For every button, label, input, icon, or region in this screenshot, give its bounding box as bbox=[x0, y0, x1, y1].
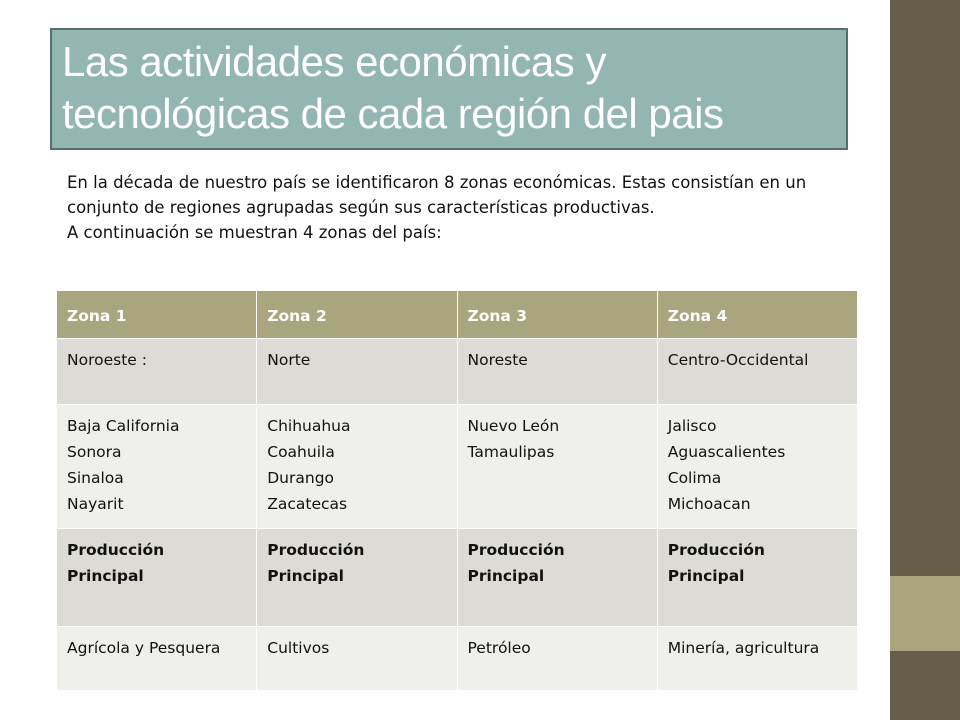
production-cell: Cultivos bbox=[257, 627, 457, 691]
region-cell: Noreste bbox=[457, 339, 657, 405]
intro-text bbox=[67, 170, 867, 245]
slide-title-box bbox=[50, 28, 848, 150]
state-name: Sonora bbox=[67, 443, 122, 461]
region-cell: Centro-Occidental bbox=[657, 339, 857, 405]
header-zona-3: Zona 3 bbox=[457, 291, 657, 339]
decorative-side-accent bbox=[890, 576, 960, 651]
production-label-cell: Producción Principal bbox=[257, 529, 457, 627]
table-header-row bbox=[57, 291, 858, 339]
state-name: Aguascalientes bbox=[667, 443, 786, 461]
production-cell: Minería, agricultura bbox=[657, 627, 857, 691]
table-row-production-label bbox=[57, 529, 858, 627]
region-cell: Norte bbox=[257, 339, 457, 405]
production-cell: Petróleo bbox=[457, 627, 657, 691]
state-name: Durango bbox=[267, 469, 335, 487]
state-name: Chihuahua bbox=[267, 417, 351, 435]
states-cell-zona-4 bbox=[657, 405, 857, 529]
state-name: Tamaulipas bbox=[467, 443, 555, 461]
header-zona-4: Zona 4 bbox=[657, 291, 857, 339]
states-cell-zona-1 bbox=[57, 405, 257, 529]
production-label-cell: Producción Principal bbox=[657, 529, 857, 627]
slide-title-line-1: Las actividades económicas y bbox=[62, 38, 606, 85]
region-cell: Noroeste : bbox=[57, 339, 257, 405]
state-name: Colima bbox=[667, 469, 722, 487]
state-name: Sinaloa bbox=[67, 469, 124, 487]
production-label-cell: Producción Principal bbox=[457, 529, 657, 627]
table-row-production bbox=[57, 627, 858, 691]
table-row-region bbox=[57, 339, 858, 405]
state-name: Jalisco bbox=[667, 417, 717, 435]
intro-lead: A continuación se muestran 4 zonas del país: bbox=[67, 223, 442, 242]
zones-table bbox=[56, 290, 858, 691]
intro-paragraph: En la década de nuestro país se identificaron 8 zonas económicas. Estas consistían en un conjunto de regiones agrupadas según sus características productivas. bbox=[67, 173, 807, 217]
state-name: Baja California bbox=[67, 417, 180, 435]
production-cell: Agrícola y Pesquera bbox=[57, 627, 257, 691]
slide-title-line-2: tecnológicas de cada región del pais bbox=[62, 90, 724, 137]
states-cell-zona-2 bbox=[257, 405, 457, 529]
table-row-states bbox=[57, 405, 858, 529]
production-label-cell: Producción Principal bbox=[57, 529, 257, 627]
state-name: Nuevo León bbox=[467, 417, 560, 435]
header-zona-1: Zona 1 bbox=[57, 291, 257, 339]
state-name: Coahuila bbox=[267, 443, 335, 461]
state-name: Michoacan bbox=[667, 495, 751, 513]
header-zona-2: Zona 2 bbox=[257, 291, 457, 339]
state-name: Zacatecas bbox=[267, 495, 348, 513]
state-name: Nayarit bbox=[67, 495, 124, 513]
states-cell-zona-3 bbox=[457, 405, 657, 529]
